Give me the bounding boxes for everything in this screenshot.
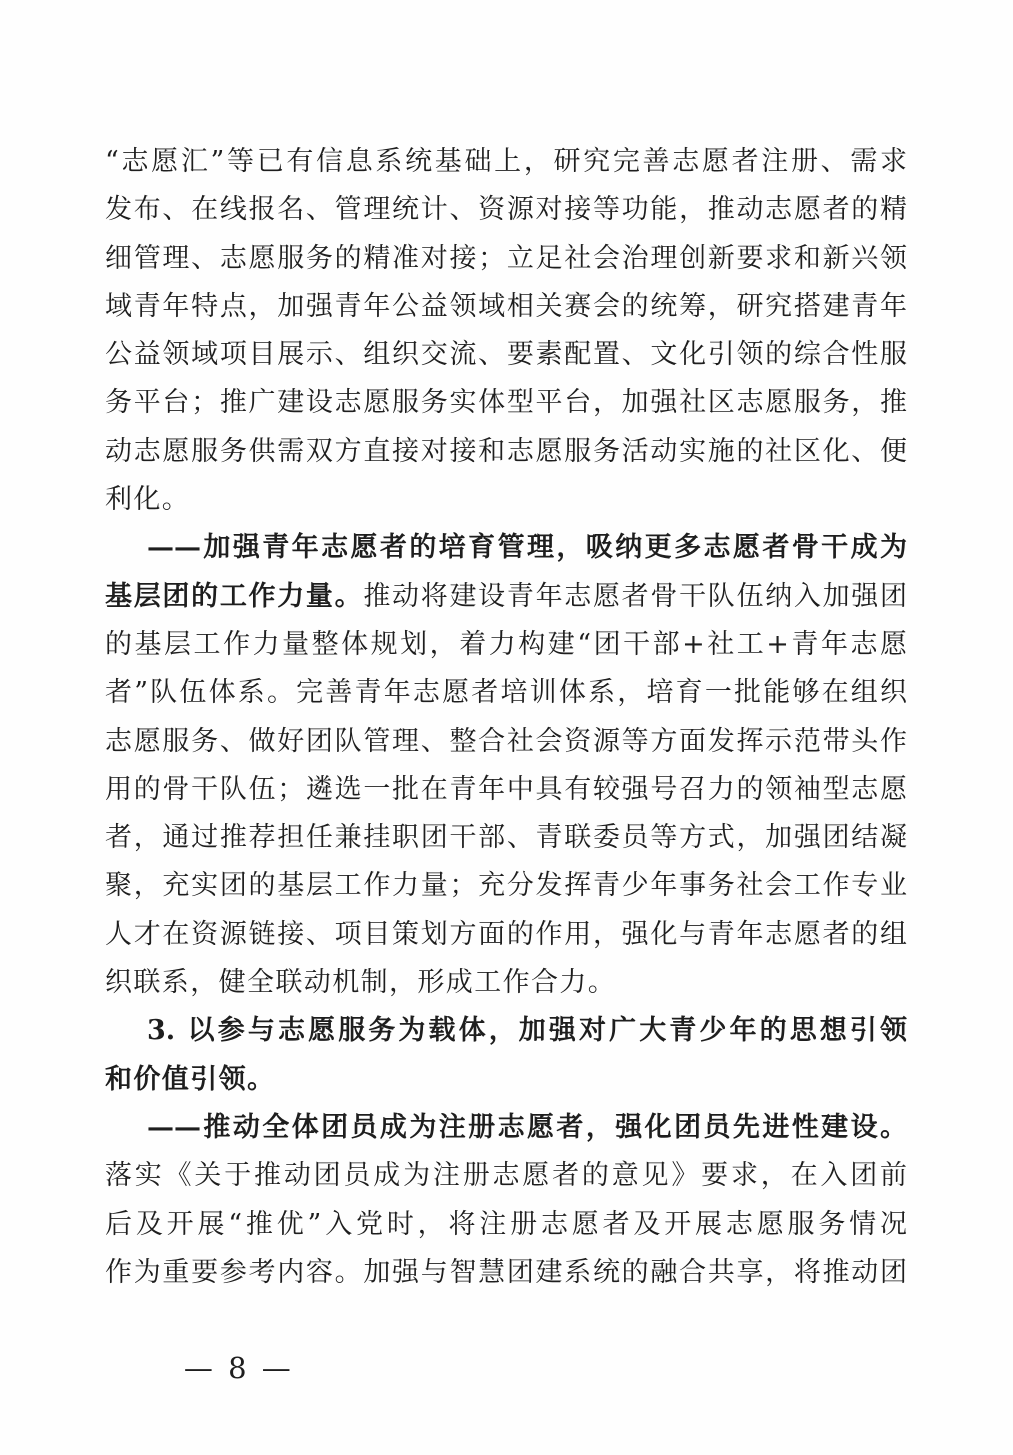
body-text: 后及开展“推优”入党时，将注册志愿者及开展志愿服务情况 (105, 1208, 907, 1240)
text-line (105, 331, 907, 379)
text-line (105, 476, 907, 524)
lead-emphasis-text: 3. 以参与志愿服务为载体，加强对广大青少年的思想引领 (147, 1015, 907, 1047)
text-line (105, 621, 907, 669)
body-text: 聚，充实团的基层工作力量；充分发挥青少年事务社会工作专业 (105, 870, 907, 902)
lead-emphasis-text: ——加强青年志愿者的培育管理，吸纳更多志愿者骨干成为 (147, 532, 907, 564)
body-text: 用的骨干队伍；遴选一批在青年中具有较强号召力的领袖型志愿 (105, 773, 907, 805)
text-line (105, 959, 907, 1007)
text-line (105, 379, 907, 427)
body-text: 发布、在线报名、管理统计、资源对接等功能，推动志愿者的精 (105, 194, 907, 226)
body-text: 志愿服务、做好团队管理、整合社会资源等方面发挥示范带头作 (105, 725, 907, 757)
text-line (105, 766, 907, 814)
text-line (105, 573, 907, 621)
body-text: 细管理、志愿服务的精准对接；立足社会治理创新要求和新兴领 (105, 242, 907, 274)
body-text: 公益领域项目展示、组织交流、要素配置、文化引领的综合性服 (105, 339, 907, 371)
text-line (105, 186, 907, 234)
text-line (105, 1152, 907, 1200)
page-footer (123, 1308, 291, 1428)
text-line (105, 1007, 907, 1055)
body-text: 者”队伍体系。完善青年志愿者培训体系，培育一批能够在组织 (105, 677, 907, 709)
lead-emphasis-text: 和价值引领。 (105, 1063, 276, 1095)
body-text: 落实《关于推动团员成为注册志愿者的意见》要求，在入团前 (105, 1160, 907, 1192)
lead-emphasis-text: ——推动全体团员成为注册志愿者，强化团员先进性建设。 (147, 1111, 907, 1143)
body-text: 者，通过推荐担任兼挂职团干部、青联委员等方式，加强团结凝 (105, 822, 907, 854)
text-line (105, 428, 907, 476)
text-line (105, 911, 907, 959)
body-text: 作为重要参考内容。加强与智慧团建系统的融合共享，将推动团 (105, 1256, 907, 1288)
text-line (105, 669, 907, 717)
document-body (105, 138, 907, 1297)
body-text: 人才在资源链接、项目策划方面的作用，强化与青年志愿者的组 (105, 918, 907, 950)
text-line (105, 1104, 907, 1152)
page-number: — 8 — (183, 1351, 291, 1385)
text-line (105, 718, 907, 766)
body-text: 利化。 (105, 484, 191, 516)
lead-emphasis-text: 基层团的工作力量。 (105, 580, 364, 612)
text-line (105, 1201, 907, 1249)
body-text: 动志愿服务供需双方直接对接和志愿服务活动实施的社区化、便 (105, 435, 907, 467)
text-line (105, 235, 907, 283)
text-line (105, 1249, 907, 1297)
body-text: “志愿汇”等已有信息系统基础上，研究完善志愿者注册、需求 (105, 146, 907, 177)
text-line (105, 283, 907, 331)
body-text: 的基层工作力量整体规划，着力构建“团干部+社工+青年志愿 (105, 628, 907, 660)
text-line (105, 524, 907, 572)
text-line (105, 814, 907, 862)
body-text: 推动将建设青年志愿者骨干队伍纳入加强团 (363, 580, 907, 612)
body-text: 务平台；推广建设志愿服务实体型平台，加强社区志愿服务，推 (105, 387, 907, 419)
text-line (105, 138, 907, 186)
text-line (105, 1056, 907, 1104)
text-line (105, 862, 907, 910)
body-text: 域青年特点，加强青年公益领域相关赛会的统筹，研究搭建青年 (105, 290, 907, 322)
body-text: 织联系，健全联动机制，形成工作合力。 (105, 967, 617, 999)
